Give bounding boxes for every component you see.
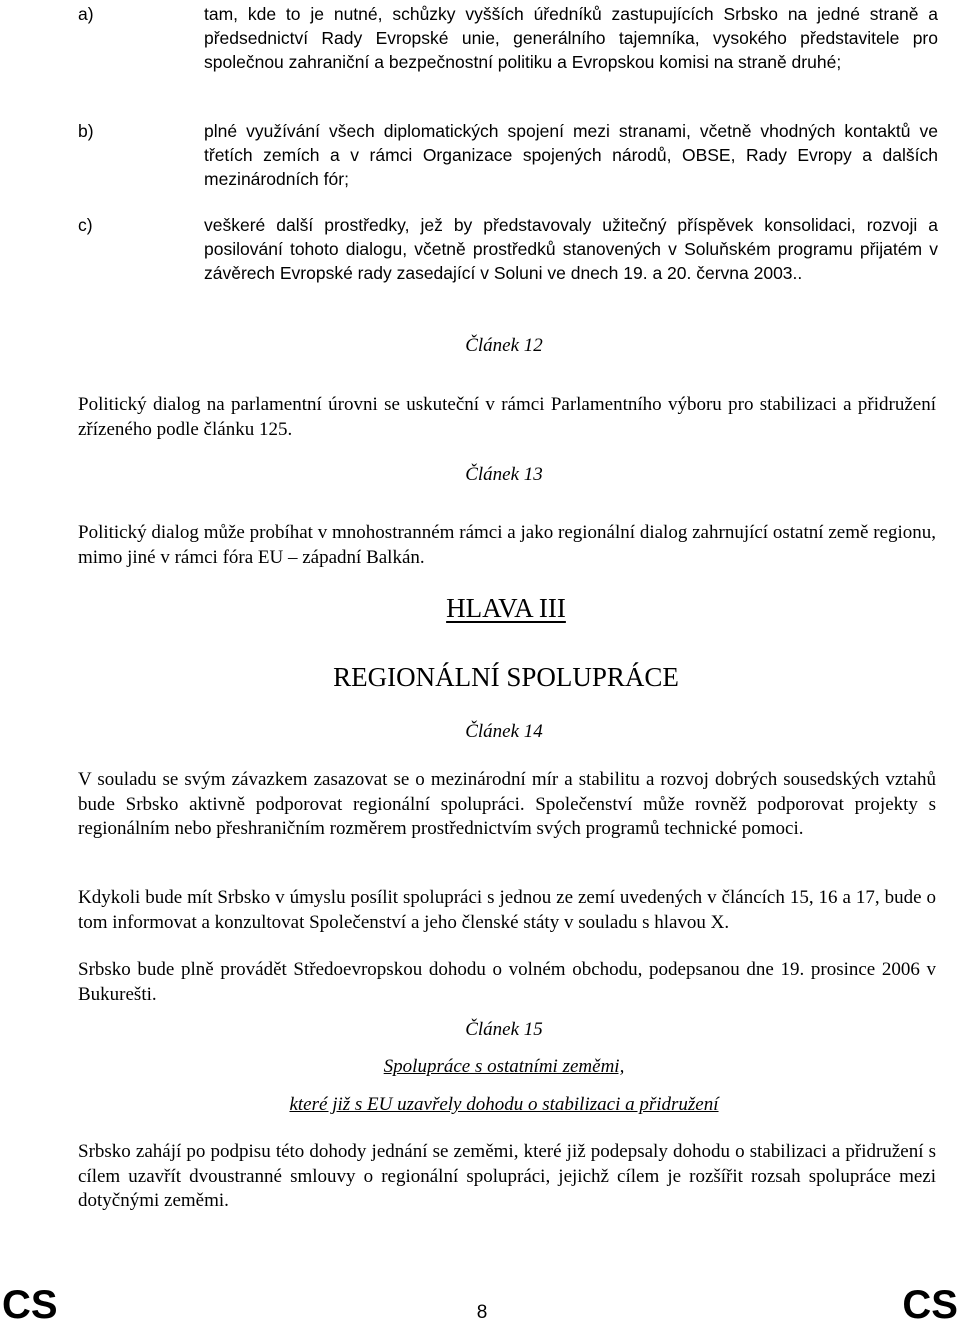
list-item-b — [78, 119, 938, 191]
article-12-text: Politický dialog na parlamentní úrovni se uskuteční v rámci Parlamentního výboru pro stabilizaci a přidružení zřízeného podle článku 125. — [78, 394, 936, 440]
footer-page-number: 8 — [476, 1302, 488, 1323]
article-14-paragraph-1: V souladu se svým závazkem zasazovat se o mezinárodní mír a stabilitu a rozvoj dobrých sousedských vztahů bude Srbsko aktivně podporovat regionální spolupráci. Společenství může rovněž podporovat projekty s regionálním nebo přeshraničním rozměrem prostřednictvím svých programů technické pomoci. — [78, 769, 936, 839]
footer-language-code-left: CS — [2, 1283, 58, 1327]
article-13-text: Politický dialog může probíhat v mnohostranném rámci a jako regionální dialog zahrnující ostatní země regionu, mimo jiné v rámci fóra EU – západní Balkán. — [78, 522, 936, 568]
article-14-paragraph-3: Srbsko bude plně provádět Středoevropskou dohodu o volném obchodu, podepsanou dne 19. prosince 2006 v Bukurešti. — [78, 959, 936, 1005]
list-item-c — [78, 213, 938, 285]
article-12-heading: Článek 12 — [465, 335, 543, 356]
article-14-heading: Článek 14 — [465, 721, 543, 742]
list-item-a — [78, 2, 938, 74]
article-15-subtitle-line-2: které již s EU uzavřely dohodu o stabilizaci a přidružení — [289, 1094, 719, 1115]
list-item-letter: a) — [78, 4, 94, 24]
list-item-text: tam, kde to je nutné, schůzky vyšších úředníků zastupujících Srbsko na jedné straně a předsednictví Rady Evropské unie, generálního tajemníka, vysokého představitele pro společnou zahraniční a bezpečnostní politiku a Evropskou komisi na straně druhé; — [204, 4, 938, 72]
article-13-heading: Článek 13 — [465, 464, 543, 485]
footer-language-code-right: CS — [902, 1283, 958, 1327]
article-15-heading: Článek 15 — [465, 1019, 543, 1040]
article-15-subtitle-line-1: Spolupráce s ostatními zeměmi, — [383, 1056, 625, 1077]
list-item-text: plné využívání všech diplomatických spojení mezi stranami, včetně vhodných kontaktů ve třetích zemích a v rámci Organizace spojených národů, OBSE, Rady Evropy a dalších mezinárodních fór; — [204, 121, 938, 189]
title-section: REGIONÁLNÍ SPOLUPRÁCE — [333, 662, 679, 692]
title-part: HLAVA III — [446, 593, 566, 623]
list-item-letter: c) — [78, 215, 93, 235]
article-15-text: Srbsko zahájí po podpisu této dohody jednání se zeměmi, které již podepsaly dohodu o stabilizaci a přidružení s cílem uzavřít dvoustranné smlouvy o regionální spolupráci, jejichž cílem je rozšířit rozsah spolupráce mezi dotyčnými zeměmi. — [78, 1141, 936, 1211]
list-item-text: veškeré další prostředky, jež by představovaly užitečný příspěvek konsolidaci, rozvoji a posilování tohoto dialogu, včetně prostředků stanovených v Soluňském programu přijatém v závěrech Evropské rady zasedající v Soluni ve dnech 19. a 20. června 2003.. — [204, 215, 938, 283]
article-14-paragraph-2: Kdykoli bude mít Srbsko v úmyslu posílit spolupráci s jednou ze zemí uvedených v článcích 15, 16 a 17, bude o tom informovat a konzultovat Společenství a jeho členské státy v souladu s hlavou X. — [78, 887, 936, 933]
list-item-letter: b) — [78, 121, 94, 141]
